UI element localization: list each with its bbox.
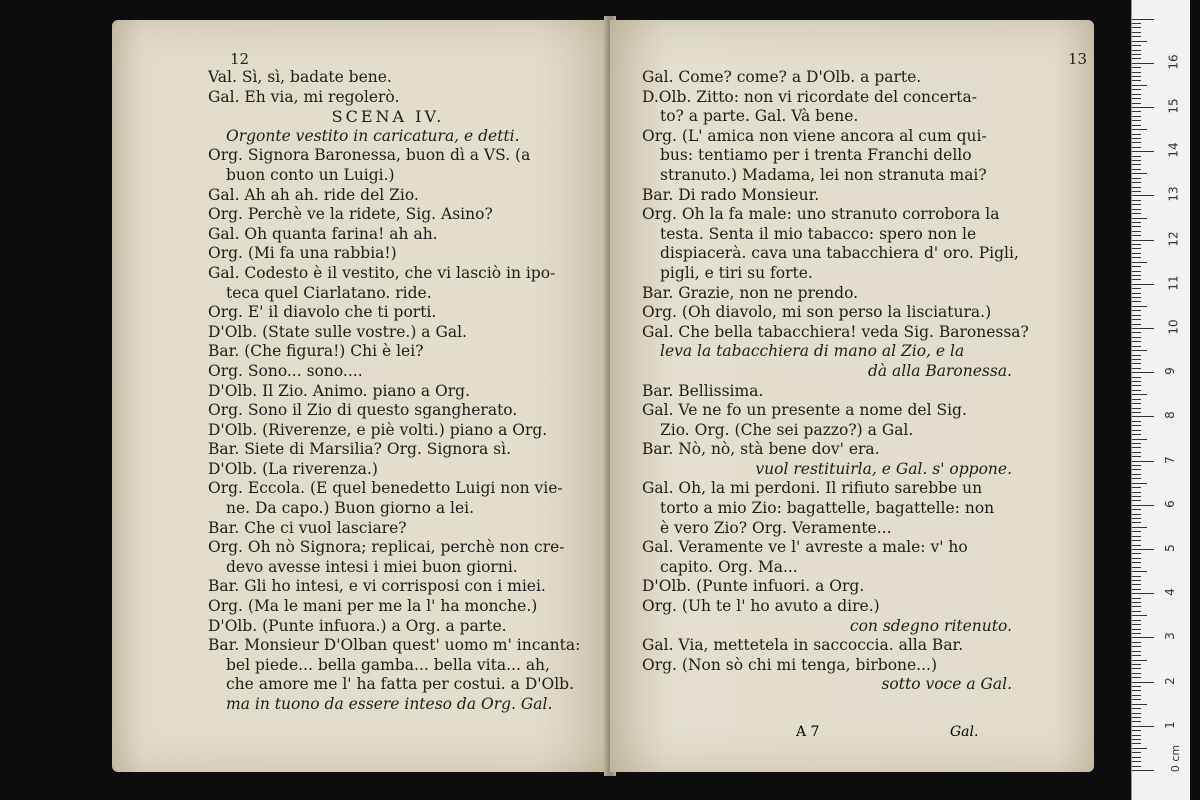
ruler-tick — [1132, 385, 1141, 386]
text-line: Org. (L' amica non viene ancora al cum qui- — [642, 126, 987, 145]
ruler-tick — [1132, 770, 1154, 771]
ruler-tick — [1132, 111, 1141, 112]
text-line: Org. (Uh te l' ho avuto a dire.) — [642, 597, 880, 616]
ruler-tick — [1132, 660, 1147, 661]
ruler-tick — [1132, 757, 1141, 758]
text-line: Org. (Mi fa una rabbia!) — [208, 244, 397, 263]
ruler-tick — [1132, 629, 1141, 630]
ruler-tick — [1132, 708, 1141, 709]
ruler-tick — [1132, 41, 1147, 42]
ruler-tick — [1132, 624, 1141, 625]
ruler-tick — [1132, 478, 1141, 479]
ruler-tick — [1132, 160, 1141, 161]
ruler-tick — [1132, 456, 1141, 457]
ruler-tick — [1132, 394, 1147, 395]
text-line: Val. Sì, sì, badate bene. — [208, 68, 392, 86]
text-line: testa. Senta il mio tabacco: spero non le — [660, 224, 977, 243]
ruler-tick — [1132, 80, 1141, 81]
text-line: dispiacerà. cava una tabacchiera d' oro. Pigli, — [660, 244, 1019, 263]
ruler-tick — [1132, 138, 1141, 139]
ruler-tick — [1132, 589, 1141, 590]
ruler-tick — [1132, 699, 1141, 700]
ruler-tick — [1132, 120, 1141, 121]
ruler-tick — [1132, 615, 1147, 616]
ruler-tick — [1132, 606, 1141, 607]
ruler-tick — [1132, 372, 1154, 373]
text-line: Org. Perchè ve la ridete, Sig. Asino? — [208, 205, 493, 224]
ruler-tick — [1132, 704, 1147, 705]
ruler-tick — [1132, 324, 1141, 325]
ruler-tick — [1132, 483, 1147, 484]
text-line: Org. (Non sò chi mi tenga, birbone...) — [642, 655, 938, 674]
ruler-tick — [1132, 218, 1147, 219]
ruler-tick — [1132, 240, 1154, 241]
ruler-number: 5 — [1162, 544, 1177, 552]
ruler-tick — [1132, 620, 1141, 621]
text-line: Org. (Ma le mani per me la l' ha monche.) — [208, 597, 538, 616]
text-line: Gal. Codesto è il vestito, che vi lasciò in ipo- — [208, 263, 556, 282]
ruler-tick — [1132, 319, 1141, 320]
left-page-text — [208, 68, 581, 715]
signature-mark: A 7 — [796, 724, 820, 740]
ruler-tick — [1132, 173, 1147, 174]
ruler-tick — [1132, 187, 1141, 188]
ruler-tick — [1132, 439, 1147, 440]
ruler-tick — [1132, 301, 1141, 302]
ruler-tick — [1132, 222, 1141, 223]
ruler-tick — [1132, 310, 1141, 311]
ruler-tick — [1132, 474, 1141, 475]
text-line: Gal. Eh via, mi regolerò. — [208, 87, 400, 106]
ruler-tick — [1132, 390, 1141, 391]
ruler-tick — [1132, 514, 1141, 515]
ruler-tick — [1132, 664, 1141, 665]
ruler-tick — [1132, 443, 1141, 444]
ruler-tick — [1132, 355, 1141, 356]
ruler-tick — [1132, 182, 1141, 183]
ruler-tick — [1132, 752, 1141, 753]
text-line: teca quel Ciarlatano. ride. — [226, 283, 432, 302]
ruler-tick — [1132, 655, 1141, 656]
ruler-tick — [1132, 209, 1141, 210]
ruler-tick — [1132, 646, 1141, 647]
catchword: Gal. — [950, 724, 979, 740]
ruler-tick — [1132, 553, 1141, 554]
ruler-tick — [1132, 748, 1147, 749]
text-line: Bar. Monsieur D'Olban quest' uomo m' incanta: — [208, 636, 581, 655]
ruler-number: 16 — [1166, 54, 1181, 70]
ruler-tick — [1132, 341, 1141, 342]
ruler-tick — [1132, 686, 1141, 687]
ruler-tick — [1132, 536, 1141, 537]
ruler-tick — [1132, 156, 1141, 157]
ruler-number: 13 — [1166, 186, 1181, 203]
ruler-tick — [1132, 85, 1147, 86]
ruler-tick — [1132, 288, 1141, 289]
ruler-tick — [1132, 425, 1141, 426]
right-page-text — [642, 68, 1029, 695]
ruler-tick — [1132, 434, 1141, 435]
ruler-tick — [1132, 169, 1141, 170]
text-line: Org. Oh nò Signora; replicai, perchè non cre- — [208, 538, 565, 557]
ruler-tick — [1132, 58, 1141, 59]
ruler-tick — [1132, 36, 1141, 37]
ruler-tick — [1132, 412, 1141, 413]
ruler-number: 1 — [1162, 720, 1177, 729]
text-line: D'Olb. (Punte infuori. a Org. — [642, 577, 865, 596]
ruler-tick — [1132, 204, 1141, 205]
ruler-tick — [1132, 107, 1154, 108]
ruler-tick — [1132, 178, 1141, 179]
text-line: Bar. Nò, nò, stà bene dov' era. — [642, 440, 880, 459]
ruler-unit-label: 0 cm — [1169, 744, 1183, 773]
ruler-tick — [1132, 690, 1141, 691]
text-line: che amore me l' ha fatta per costui. a D'Olb. — [226, 675, 575, 694]
text-line: Orgonte vestito in caricatura, e detti. — [226, 126, 520, 145]
left-page-number: 12 — [230, 50, 250, 68]
text-line: con sdegno ritenuto. — [849, 616, 1012, 635]
text-line: torto a mio Zio: bagattelle, bagattelle: non — [660, 499, 995, 518]
text-line: Org. (Oh diavolo, mi son perso la lisciatura.) — [642, 303, 992, 322]
ruler-tick — [1132, 244, 1141, 245]
ruler-number: 9 — [1162, 367, 1177, 376]
ruler-tick — [1132, 94, 1141, 95]
right-page — [610, 20, 1094, 772]
ruler-tick — [1132, 231, 1141, 232]
text-line: Org. Oh la fa male: uno stranuto corrobora la — [642, 205, 1000, 224]
ruler-tick — [1132, 452, 1141, 453]
ruler-tick — [1132, 527, 1147, 528]
text-line: vuol restituirla, e Gal. s' oppone. — [755, 459, 1012, 478]
ruler-tick — [1132, 293, 1141, 294]
ruler-tick — [1132, 306, 1147, 307]
ruler-tick — [1132, 262, 1147, 263]
text-line: ma in tuono da essere inteso da Org. Gal. — [226, 695, 553, 713]
ruler-tick — [1132, 271, 1141, 272]
ruler-tick — [1132, 297, 1141, 298]
text-line: sotto voce a Gal. — [881, 675, 1012, 694]
text-line: Bar. Bellissima. — [642, 381, 764, 400]
ruler-tick — [1132, 147, 1141, 148]
ruler-tick — [1132, 328, 1154, 329]
ruler-tick — [1132, 275, 1141, 276]
ruler-tick — [1132, 408, 1141, 409]
text-line: ne. Da capo.) Buon giorno a lei. — [226, 499, 475, 518]
ruler-tick — [1132, 315, 1141, 316]
text-line: dà alla Baronessa. — [867, 361, 1012, 380]
ruler-tick — [1132, 713, 1141, 714]
ruler-tick — [1132, 730, 1141, 731]
text-line: è vero Zio? Org. Veramente... — [660, 518, 892, 537]
ruler-tick — [1132, 735, 1141, 736]
ruler-number: 14 — [1166, 142, 1181, 158]
ruler-tick — [1132, 235, 1141, 236]
ruler-tick — [1132, 350, 1147, 351]
ruler-tick — [1132, 469, 1141, 470]
ruler-tick — [1132, 129, 1147, 130]
ruler-tick — [1132, 726, 1154, 727]
ruler-tick — [1132, 284, 1154, 285]
text-line: bus: tentiamo per i trenta Franchi dello — [660, 146, 972, 165]
text-line: D'Olb. Il Zio. Animo. piano a Org. — [208, 381, 471, 400]
ruler-tick — [1132, 492, 1141, 493]
ruler-tick — [1132, 248, 1141, 249]
text-line: D'Olb. (Punte infuora.) a Org. a parte. — [208, 616, 507, 635]
ruler-tick — [1132, 447, 1141, 448]
text-line: devo avesse intesi i miei buon giorni. — [226, 557, 518, 576]
ruler-tick — [1132, 416, 1154, 417]
text-line: Org. Eccola. (E quel benedetto Luigi non vie- — [208, 479, 563, 498]
ruler-tick — [1132, 518, 1141, 519]
ruler-number: 7 — [1162, 455, 1177, 464]
ruler-tick — [1132, 584, 1141, 585]
ruler-tick — [1132, 598, 1141, 599]
text-line: D'Olb. (State sulle vostre.) a Gal. — [208, 322, 467, 341]
ruler-tick — [1132, 567, 1141, 568]
ruler-tick — [1132, 103, 1141, 104]
ruler-tick — [1132, 89, 1141, 90]
ruler-tick — [1132, 19, 1154, 20]
ruler-tick — [1132, 602, 1141, 603]
text-line: Org. E' il diavolo che ti porti. — [208, 303, 437, 322]
text-line: Org. Sono... sono.... — [208, 361, 363, 380]
ruler-tick — [1132, 346, 1141, 347]
ruler-number: 6 — [1162, 499, 1177, 508]
ruler-tick — [1132, 668, 1141, 669]
ruler-tick — [1132, 642, 1141, 643]
ruler-tick — [1132, 332, 1141, 333]
text-line: Bar. Grazie, non ne prendo. — [642, 283, 859, 302]
ruler-tick — [1132, 213, 1141, 214]
measurement-ruler — [1131, 0, 1190, 800]
ruler-tick — [1132, 682, 1154, 683]
ruler-tick — [1132, 487, 1141, 488]
ruler-tick — [1132, 226, 1141, 227]
text-line: to? a parte. Gal. Và bene. — [660, 107, 859, 126]
text-line: Gal. Veramente ve l' avreste a male: v' ho — [642, 538, 968, 557]
ruler-tick — [1132, 195, 1154, 196]
text-line: Gal. Oh, la mi perdoni. Il rifiuto sarebbe un — [642, 479, 983, 498]
ruler-tick — [1132, 63, 1154, 64]
ruler-tick — [1132, 125, 1141, 126]
left-page — [112, 20, 608, 772]
ruler-tick — [1132, 164, 1141, 165]
ruler-tick — [1132, 761, 1141, 762]
ruler-tick — [1132, 611, 1141, 612]
ruler-number: 10 — [1166, 319, 1181, 335]
text-line: Bar. (Che figura!) Chi è lei? — [208, 342, 424, 361]
ruler-tick — [1132, 545, 1141, 546]
right-page-number: 13 — [1068, 50, 1088, 68]
ruler-tick — [1132, 253, 1141, 254]
ruler-tick — [1132, 766, 1141, 767]
ruler-tick — [1132, 363, 1141, 364]
ruler-tick — [1132, 522, 1141, 523]
ruler-tick — [1132, 558, 1141, 559]
ruler-tick — [1132, 571, 1147, 572]
ruler-tick — [1132, 27, 1141, 28]
text-line: leva la tabacchiera di mano al Zio, e la — [660, 342, 965, 361]
text-line: Gal. Come? come? a D'Olb. a parte. — [642, 68, 922, 86]
text-line: Bar. Gli ho intesi, e vi corrisposi con i miei. — [208, 577, 546, 596]
text-line: D.Olb. Zitto: non vi ricordate del concerta- — [642, 87, 977, 106]
ruler-tick — [1132, 593, 1154, 594]
ruler-tick — [1132, 677, 1141, 678]
ruler-tick — [1132, 695, 1141, 696]
ruler-tick — [1132, 651, 1141, 652]
ruler-tick — [1132, 337, 1141, 338]
ruler-tick — [1132, 421, 1141, 422]
ruler-tick — [1132, 717, 1141, 718]
text-line: stranuto.) Madama, lei non stranuta mai? — [660, 165, 987, 184]
ruler-tick — [1132, 50, 1141, 51]
ruler-tick — [1132, 191, 1141, 192]
ruler-tick — [1132, 721, 1141, 722]
ruler-tick — [1132, 673, 1141, 674]
text-line: bel piede... bella gamba... bella vita... ah, — [226, 655, 550, 674]
ruler-number: 8 — [1162, 411, 1177, 420]
ruler-number: 15 — [1166, 98, 1181, 114]
ruler-tick — [1132, 576, 1141, 577]
ruler-tick — [1132, 562, 1141, 563]
text-line: D'Olb. (La riverenza.) — [208, 459, 378, 478]
text-line: Gal. Via, mettetela in saccoccia. alla Bar. — [642, 636, 964, 655]
text-line: Zio. Org. (Che sei pazzo?) a Gal. — [660, 420, 914, 439]
ruler-tick — [1132, 500, 1141, 501]
text-line: D'Olb. (Riverenze, e piè volti.) piano a Org. — [208, 420, 548, 439]
ruler-tick — [1132, 45, 1141, 46]
ruler-tick — [1132, 116, 1141, 117]
ruler-tick — [1132, 509, 1141, 510]
ruler-tick — [1132, 266, 1141, 267]
text-line: Org. Sono il Zio di questo sgangherato. — [208, 401, 518, 420]
text-line: Bar. Di rado Monsieur. — [642, 185, 820, 204]
ruler-number: 3 — [1162, 632, 1177, 641]
text-line: Bar. Che ci vuol lasciare? — [208, 518, 407, 537]
text-line: Bar. Siete di Marsilia? Org. Signora sì. — [208, 440, 512, 459]
ruler-tick — [1132, 430, 1141, 431]
text-line: Org. Signora Baronessa, buon dì a VS. (a — [208, 146, 531, 165]
text-line: Gal. Che bella tabacchiera! veda Sig. Baronessa? — [642, 322, 1029, 341]
ruler-tick — [1132, 368, 1141, 369]
ruler-tick — [1132, 98, 1141, 99]
ruler-tick — [1132, 540, 1141, 541]
text-line: buon conto un Luigi.) — [226, 165, 395, 184]
ruler-tick — [1132, 142, 1141, 143]
text-line: Gal. Ve ne fo un presente a nome del Sig. — [642, 401, 967, 420]
ruler-tick — [1132, 359, 1141, 360]
ruler-tick — [1132, 580, 1141, 581]
book-spread — [108, 16, 1098, 778]
text-line: Gal. Ah ah ah. ride del Zio. — [208, 185, 419, 204]
ruler-tick — [1132, 637, 1154, 638]
ruler-tick — [1132, 461, 1154, 462]
ruler-tick — [1132, 403, 1141, 404]
ruler-tick — [1132, 23, 1141, 24]
ruler-tick — [1132, 76, 1141, 77]
ruler-tick — [1132, 399, 1141, 400]
ruler-tick — [1132, 549, 1154, 550]
ruler-tick — [1132, 200, 1141, 201]
ruler-tick — [1132, 496, 1141, 497]
ruler-tick — [1132, 279, 1141, 280]
ruler-tick — [1132, 151, 1154, 152]
ruler-tick — [1132, 531, 1141, 532]
text-line: Gal. Oh quanta farina! ah ah. — [208, 224, 438, 243]
text-line: SCENA IV. — [331, 107, 445, 127]
ruler-tick — [1132, 134, 1141, 135]
ruler-tick — [1132, 743, 1141, 744]
ruler-tick — [1132, 54, 1141, 55]
ruler-number: 2 — [1162, 676, 1177, 685]
ruler-tick — [1132, 739, 1141, 740]
ruler-tick — [1132, 67, 1141, 68]
text-line: capito. Org. Ma... — [660, 557, 798, 576]
ruler-number: 4 — [1162, 588, 1177, 597]
ruler-tick — [1132, 505, 1154, 506]
ruler-tick — [1132, 381, 1141, 382]
ruler-tick — [1132, 257, 1141, 258]
ruler-tick — [1132, 377, 1141, 378]
ruler-number: 12 — [1166, 230, 1181, 247]
ruler-tick — [1132, 465, 1141, 466]
ruler-tick — [1132, 72, 1141, 73]
text-line: pigli, e tiri su forte. — [660, 263, 813, 282]
ruler-number: 11 — [1166, 275, 1181, 291]
ruler-tick — [1132, 32, 1141, 33]
ruler-tick — [1132, 633, 1141, 634]
